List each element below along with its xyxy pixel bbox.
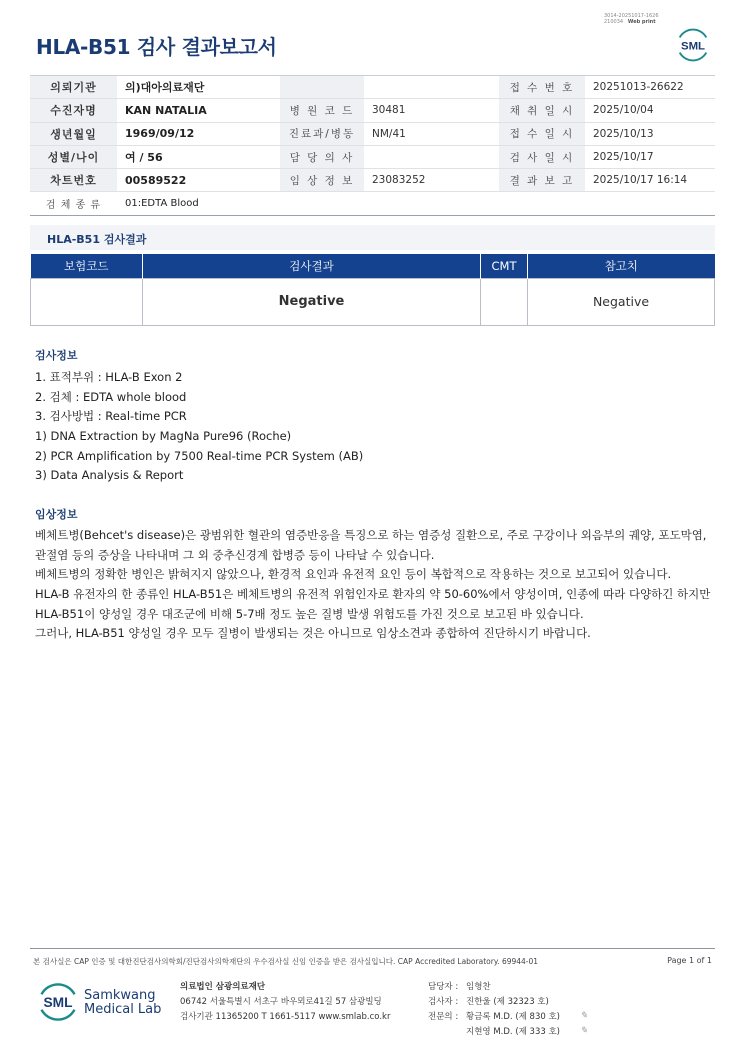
page-title: HLA-B51 검사 결과보고서: [36, 35, 277, 59]
text-line: 베체트병의 정확한 병인은 밝혀지지 않았으나, 환경적 요인과 유전적 요인 등이 복합적으로 작용하는 것으로 보고되어 있습니다.: [35, 567, 672, 582]
test-info-lines: [35, 368, 363, 486]
cell-result: Negative: [143, 278, 481, 325]
info-value: 20251013-26622: [585, 76, 715, 99]
info-value: 00589522: [117, 169, 280, 192]
specimen-value: 01:EDTA Blood: [117, 192, 715, 215]
footer-divider: [30, 948, 715, 949]
print-id: 210034: [604, 19, 624, 25]
info-value: [364, 76, 499, 99]
info-value: 2025/10/17: [585, 145, 715, 168]
staff-row: [428, 980, 560, 995]
info-label: [280, 76, 364, 99]
info-label: 진료과/병동: [280, 122, 364, 145]
logo-text: SML: [680, 40, 706, 53]
text-line: 1) DNA Extraction by MagNa Pure96 (Roche): [35, 429, 292, 444]
print-meta: [604, 13, 659, 25]
specimen-label: 검 체 종 류: [30, 192, 117, 215]
col-result: 검사결과: [143, 254, 481, 278]
org-name: 의료법인 삼광의료재단: [180, 982, 266, 992]
result-row: [31, 278, 715, 325]
result-table: [30, 254, 715, 326]
org-address: 06742 서울특별시 서초구 바우뫼로41길 57 삼광빌딩: [180, 997, 382, 1007]
info-value: 2025/10/17 16:14: [585, 169, 715, 192]
info-label: 차트번호: [30, 169, 117, 192]
cell-cmt: [481, 278, 528, 325]
staff-list: [428, 980, 560, 1040]
text-line: 3. 검사방법 : Real-time PCR: [35, 409, 187, 424]
info-label: 수진자명: [30, 99, 117, 122]
info-value: 1969/09/12: [117, 122, 280, 145]
info-label: 채 취 일 시: [499, 99, 585, 122]
staff-row: [428, 1010, 560, 1025]
col-insurance-code: 보험코드: [31, 254, 143, 278]
specimen-row: [30, 192, 715, 215]
patient-info-table: [30, 75, 715, 216]
clinical-info-lines: [35, 526, 710, 644]
info-row: [30, 169, 715, 192]
info-label: 검 사 일 시: [499, 145, 585, 168]
info-label: 생년월일: [30, 122, 117, 145]
staff-name: 임형찬: [466, 982, 491, 992]
text-line: 3) Data Analysis & Report: [35, 468, 184, 483]
info-label: 결 과 보 고: [499, 169, 585, 192]
info-value: 30481: [364, 99, 499, 122]
info-value: KAN NATALIA: [117, 99, 280, 122]
staff-row: [428, 995, 560, 1010]
footer-note: 본 검사실은 CAP 인증 및 대한진단검사의학회/진단검사의학재단의 우수검사실 신임 인증을 받은 검사실입니다. CAP Accredited Laboratory. 69944-01: [33, 957, 539, 966]
info-value: 여 / 56: [117, 145, 280, 168]
info-label: 의뢰기관: [30, 76, 117, 99]
info-value: [364, 145, 499, 168]
cell-reference: Negative: [528, 278, 715, 325]
result-section-header: [30, 225, 715, 250]
brand-name: [84, 989, 161, 1017]
info-label: 담 당 의 사: [280, 145, 364, 168]
staff-name: 황금록 M.D. (제 830 호): [466, 1012, 561, 1022]
info-value: NM/41: [364, 122, 499, 145]
info-value: 2025/10/04: [585, 99, 715, 122]
info-row: [30, 76, 715, 99]
info-value: 23083252: [364, 169, 499, 192]
text-line: 1. 표적부위 : HLA-B Exon 2: [35, 370, 183, 384]
info-label: 접 수 번 호: [499, 76, 585, 99]
sml-logo-bottom: [36, 980, 80, 1024]
logo-text-bottom: SML: [43, 994, 73, 1010]
info-label: 접 수 일 시: [499, 122, 585, 145]
print-mode: Web print: [627, 19, 656, 25]
text-line: 베체트병(Behcet's disease)은 광범위한 혈관의 염증반응을 특징으로 하는 염증성 질환으로, 주로 구강이나 외음부의 궤양, 포도막염,: [35, 528, 707, 542]
org-contact: 검사기관 11365200 T 1661-5117 www.smlab.co.kr: [180, 1012, 391, 1022]
staff-name: 지현영 M.D. (제 333 호): [466, 1027, 561, 1037]
signature-2: ✎: [580, 1026, 588, 1036]
cell-code: [31, 278, 143, 325]
signature-1: ✎: [580, 1011, 588, 1021]
staff-name: 진한울 (제 32323 호): [466, 997, 549, 1007]
sml-logo: [674, 26, 712, 64]
info-row: [30, 99, 715, 122]
clinical-info-title: 임상정보: [35, 508, 78, 521]
page-number: Page 1 of 1: [667, 956, 712, 965]
text-line: 그러나, HLA-B51 양성일 경우 모두 질병이 발생되는 것은 아니므로 임상소견과 종합하여 진단하시기 바랍니다.: [35, 626, 591, 641]
staff-role: 검사자 :: [428, 997, 459, 1007]
text-line: 관절염 등의 증상을 나타내며 그 외 중추신경계 합병증 등이 나타날 수 있습니다.: [35, 547, 435, 562]
org-info: [180, 980, 390, 1025]
staff-role: 담당자 :: [428, 982, 459, 992]
info-row: [30, 145, 715, 168]
info-label: 병 원 코 드: [280, 99, 364, 122]
staff-row: [428, 1025, 560, 1040]
col-reference: 참고치: [528, 254, 715, 278]
test-info-title: 검사정보: [35, 349, 78, 362]
result-section-title: HLA-B51 검사결과: [47, 233, 147, 246]
info-row: [30, 122, 715, 145]
info-label: 성별/나이: [30, 145, 117, 168]
brand-line2: Medical Lab: [84, 1002, 162, 1017]
info-value: 의)대아의료재단: [117, 76, 280, 99]
text-line: 2. 검체 : EDTA whole blood: [35, 389, 187, 404]
text-line: HLA-B 유전자의 한 종류인 HLA-B51은 베체트병의 유전적 위험인자로 환자의 약 50-60%에서 양성이며, 인종에 따라 다양하긴 하지만: [35, 587, 711, 602]
text-line: HLA-B51이 양성일 경우 대조군에 비해 5-7배 정도 높은 질병 발생 위험도를 가진 것으로 보고된 바 있습니다.: [35, 606, 584, 621]
col-cmt: CMT: [481, 254, 528, 278]
text-line: 2) PCR Amplification by 7500 Real-time PCR System (AB): [35, 448, 364, 463]
print-code: 3014-20251017-1626: [604, 13, 659, 19]
info-label: 임 상 정 보: [280, 169, 364, 192]
staff-role: 전문의 :: [428, 1012, 459, 1022]
info-value: 2025/10/13: [585, 122, 715, 145]
brand-line1: Samkwang: [84, 988, 156, 1003]
